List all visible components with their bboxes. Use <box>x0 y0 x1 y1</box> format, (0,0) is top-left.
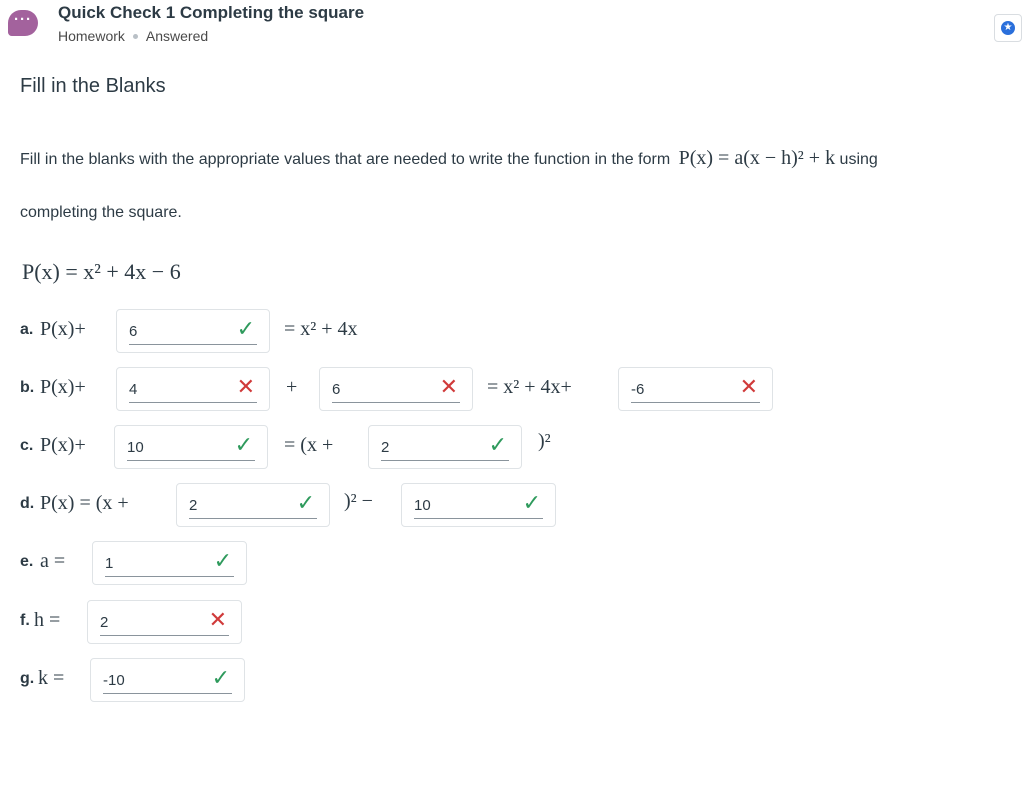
status-label: Answered <box>145 28 209 44</box>
separator-dot <box>133 34 138 39</box>
row-a-prefix: P(x)+ <box>40 318 86 340</box>
blank-value: 4 <box>129 381 138 398</box>
incorrect-x-icon: ✕ <box>739 375 758 400</box>
item-meta <box>58 28 208 44</box>
blank-value: 6 <box>332 381 341 398</box>
blank-c-2[interactable] <box>368 425 522 469</box>
row-b-mid: + <box>286 376 298 398</box>
row-a-suffix: = x² + 4x <box>284 318 358 340</box>
incorrect-x-icon: ✕ <box>208 608 227 633</box>
blank-b-2[interactable] <box>319 367 473 411</box>
correct-check-icon: ✓ <box>211 666 230 691</box>
row-g-prefix: k = <box>38 667 65 689</box>
blank-e-1[interactable] <box>92 541 247 585</box>
instruction-line-2: completing the square. <box>20 204 182 221</box>
correct-check-icon: ✓ <box>234 433 253 458</box>
blank-g-1[interactable] <box>90 658 245 702</box>
instruction-text: Fill in the blanks with the appropriate values that are needed to write the function in the form <box>20 151 671 168</box>
correct-check-icon: ✓ <box>213 549 232 574</box>
blank-value: -10 <box>103 672 125 689</box>
instruction-text-end: using <box>839 151 878 168</box>
blank-value: 10 <box>127 439 144 456</box>
form-expression: P(x) = a(x − h)² + k <box>678 147 836 169</box>
blank-a-1[interactable] <box>116 309 270 353</box>
blank-d-1[interactable] <box>176 483 330 527</box>
row-b-mid2: = x² + 4x+ <box>487 376 572 398</box>
function-expression: P(x) = x² + 4x − 6 <box>22 259 181 284</box>
row-a-label: a. <box>20 321 34 338</box>
row-d-mid: )² − <box>344 490 373 512</box>
blank-value: 2 <box>189 497 198 514</box>
incorrect-x-icon: ✕ <box>439 375 458 400</box>
blank-value: 2 <box>100 614 109 631</box>
blank-value: 6 <box>129 323 138 340</box>
row-g-label: g. <box>20 670 35 687</box>
row-d-label: d. <box>20 495 35 512</box>
row-f-label: f. <box>20 612 30 629</box>
row-e-prefix: a = <box>40 550 66 572</box>
incorrect-x-icon: ✕ <box>236 375 255 400</box>
correct-check-icon: ✓ <box>236 317 255 342</box>
blank-b-3[interactable] <box>618 367 773 411</box>
row-c-mid: = (x + <box>284 434 334 456</box>
row-d-prefix: P(x) = (x + <box>40 492 129 514</box>
row-c-label: c. <box>20 437 34 454</box>
instruction-line-1 <box>20 147 878 170</box>
blank-value: -6 <box>631 381 645 398</box>
star-badge-icon[interactable]: ★ <box>994 14 1022 42</box>
correct-check-icon: ✓ <box>296 491 315 516</box>
row-b-prefix: P(x)+ <box>40 376 86 398</box>
category-label: Homework <box>58 28 125 44</box>
row-e-label: e. <box>20 553 34 570</box>
row-f-prefix: h = <box>34 609 61 631</box>
section-heading: Fill in the Blanks <box>20 75 166 97</box>
blank-d-2[interactable] <box>401 483 556 527</box>
blank-c-1[interactable] <box>114 425 268 469</box>
row-c-suffix: )² <box>538 430 551 452</box>
blank-b-1[interactable] <box>116 367 270 411</box>
page-title: Quick Check 1 Completing the square <box>58 3 365 22</box>
blank-f-1[interactable] <box>87 600 242 644</box>
correct-check-icon: ✓ <box>522 491 541 516</box>
blank-value: 2 <box>381 439 390 456</box>
row-b-label: b. <box>20 379 35 396</box>
blank-value: 1 <box>105 555 114 572</box>
correct-check-icon: ✓ <box>488 433 507 458</box>
row-c-prefix: P(x)+ <box>40 434 86 456</box>
blank-value: 10 <box>414 497 431 514</box>
ellipsis-chat-icon[interactable]: ··· <box>8 10 38 36</box>
